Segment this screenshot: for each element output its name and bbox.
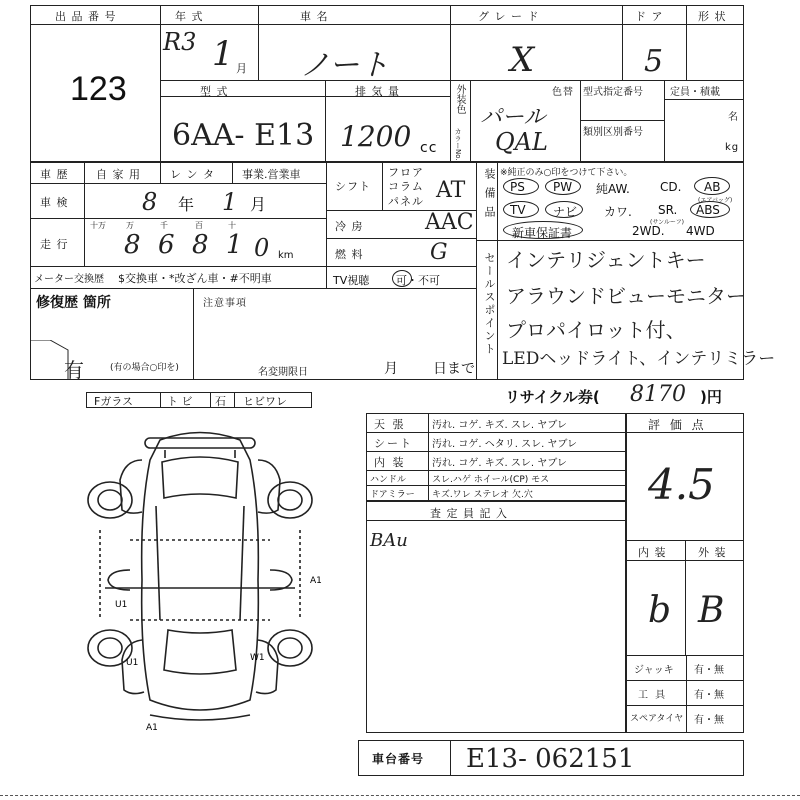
vin-value: E13- 062151 bbox=[466, 744, 635, 774]
score-value: 4.5 bbox=[648, 460, 715, 509]
meter-change-options: $交換車・*改ざん車・#不明車 bbox=[118, 272, 272, 285]
diagram-mark: A1 bbox=[310, 576, 322, 586]
remarks-label: 注意事項 bbox=[203, 298, 247, 309]
score-label: 評 価 点 bbox=[648, 418, 707, 432]
equipment-label: 装備品 bbox=[483, 168, 496, 225]
glass-item: ト ビ bbox=[167, 395, 193, 408]
shift-option-floor: フロア bbox=[388, 166, 424, 179]
doors-value: 5 bbox=[644, 44, 664, 79]
vin-label: 車台番号 bbox=[372, 752, 425, 766]
type-designation-label: 型式指定番号 bbox=[583, 87, 643, 98]
mileage-digit: 8 bbox=[192, 230, 209, 260]
divider bbox=[382, 162, 383, 210]
grade-label: グ レ ー ド bbox=[478, 10, 540, 23]
divider bbox=[686, 655, 687, 733]
condition-label: 内 装 bbox=[374, 456, 406, 469]
shift-label: シフト bbox=[335, 180, 371, 193]
diagram-mark: U1 bbox=[126, 658, 139, 668]
condition-label: ハンドル bbox=[370, 475, 407, 485]
digit-label-100: 百 bbox=[195, 221, 203, 230]
mileage-digit: 0 bbox=[254, 234, 270, 262]
divider bbox=[428, 413, 429, 501]
repair-history-note: (有の場合○印を) bbox=[110, 363, 179, 373]
glass-item: Fガラス bbox=[94, 395, 133, 408]
equip-abs-circle bbox=[690, 201, 730, 218]
divider bbox=[30, 288, 476, 289]
divider bbox=[160, 392, 161, 408]
car-name-label: 車 名 bbox=[300, 10, 329, 23]
equip-ab-sub: (エアバッグ) bbox=[698, 197, 733, 204]
equip-navi: ナビ bbox=[553, 205, 578, 219]
divider bbox=[626, 655, 744, 656]
divider bbox=[664, 80, 665, 162]
inspector-note: BAu bbox=[370, 530, 408, 551]
month-unit: 月 bbox=[236, 62, 248, 75]
model-label: 型 式 bbox=[200, 85, 229, 98]
equipment-note: ※純正のみ○印をつけて下さい。 bbox=[500, 168, 633, 178]
sales-points-label: セールスポイント bbox=[483, 252, 496, 356]
equip-4wd: 4WD bbox=[686, 224, 715, 238]
inspection-label: 車 検 bbox=[40, 196, 69, 209]
lot-number: 123 bbox=[70, 70, 127, 108]
displacement-unit: cc bbox=[420, 140, 438, 156]
repair-corner-mark bbox=[30, 340, 90, 380]
bottom-rule bbox=[0, 795, 800, 796]
divider bbox=[685, 540, 686, 655]
divider bbox=[326, 238, 476, 239]
mileage-digit: 8 bbox=[124, 230, 141, 260]
diagram-mark: W1 bbox=[250, 653, 265, 663]
digit-label-10: 十 bbox=[228, 221, 236, 230]
equip-2wd: 2WD. bbox=[632, 224, 665, 238]
sales-point-line: LEDヘッドライト、インテリミラー bbox=[502, 349, 776, 369]
divider bbox=[626, 680, 744, 681]
mileage-digit: 6 bbox=[158, 230, 175, 260]
tool-value: 有・無 bbox=[694, 665, 724, 676]
glass-item: ヒビワレ bbox=[243, 395, 287, 408]
inspection-year-unit: 年 bbox=[178, 195, 196, 214]
capacity-label: 定員・積載 bbox=[670, 87, 720, 98]
divider bbox=[366, 470, 626, 471]
inspection-month-unit: 月 bbox=[250, 195, 268, 214]
equip-pw: PW bbox=[553, 180, 573, 194]
divider bbox=[497, 162, 498, 380]
km-unit: km bbox=[278, 250, 294, 261]
interior-grade-label: 内 装 bbox=[638, 546, 667, 559]
name-change-day-unit: 日まで bbox=[433, 361, 475, 377]
divider bbox=[84, 162, 85, 266]
recycle-unit: )円 bbox=[700, 388, 722, 406]
tool-label: ジャッキ bbox=[634, 665, 674, 676]
displacement-label: 排 気 量 bbox=[355, 85, 400, 98]
divider bbox=[160, 162, 161, 183]
person-unit: 名 bbox=[728, 112, 739, 123]
tool-value: 有・無 bbox=[694, 715, 724, 726]
equip-ab: AB bbox=[704, 180, 721, 194]
tool-label: 工 具 bbox=[638, 690, 668, 701]
glass-item: 石 bbox=[215, 395, 226, 408]
repair-history-label: 修復歴 箇所 bbox=[36, 295, 111, 311]
divider bbox=[232, 162, 233, 183]
shift-option-panel: パネル bbox=[388, 195, 424, 208]
condition-label: シート bbox=[374, 437, 413, 450]
divider bbox=[366, 485, 626, 486]
color-code-value: QAL bbox=[495, 128, 548, 156]
equip-tv-circle bbox=[503, 201, 539, 218]
divider bbox=[622, 5, 623, 80]
equip-abs: ABS bbox=[696, 203, 720, 217]
tv-label: TV視聴 bbox=[333, 274, 370, 287]
car-body-diagram bbox=[70, 420, 330, 740]
equip-sr-sub: (サンルーフ) bbox=[650, 219, 684, 226]
equip-ab-circle bbox=[694, 177, 730, 195]
divider bbox=[450, 740, 451, 776]
name-change-month-unit: 月 bbox=[384, 361, 399, 377]
divider bbox=[210, 392, 211, 408]
tool-value: 有・無 bbox=[694, 690, 724, 701]
inspector-label: 査 定 員 記 入 bbox=[430, 507, 508, 520]
equip-cd: CD. bbox=[660, 180, 682, 194]
condition-label: 天 張 bbox=[374, 418, 406, 431]
inspection-year: 8 bbox=[142, 188, 158, 216]
shift-option-column: コラム bbox=[388, 180, 424, 193]
equip-warranty: 新車保証書 bbox=[512, 226, 573, 240]
history-label: 車 歴 bbox=[40, 168, 69, 181]
exterior-grade-label: 外 装 bbox=[698, 546, 727, 559]
divider bbox=[30, 266, 476, 267]
name-change-label: 名変期限日 bbox=[258, 367, 308, 378]
divider bbox=[160, 5, 161, 162]
equip-ps: PS bbox=[510, 180, 525, 194]
sales-point-line: プロパイロット付、 bbox=[506, 318, 686, 342]
divider bbox=[580, 80, 581, 162]
condition-values: 汚れ. コゲ. ヘタリ. スレ. ヤブレ bbox=[432, 439, 578, 450]
divider bbox=[686, 5, 687, 80]
digit-label-1k: 千 bbox=[160, 221, 168, 230]
divider bbox=[366, 451, 626, 452]
color-value: パール bbox=[480, 105, 546, 130]
equip-pw-circle bbox=[545, 178, 581, 195]
displacement-value: 1200 bbox=[340, 120, 412, 153]
mileage-digit: 1 bbox=[226, 230, 243, 260]
divider bbox=[470, 80, 471, 162]
equip-leather: カワ. bbox=[604, 205, 632, 219]
divider bbox=[193, 288, 194, 380]
divider bbox=[30, 24, 160, 25]
divider bbox=[30, 183, 326, 184]
digit-label-10k: 万 bbox=[126, 221, 134, 230]
tv-options: 可・不可 bbox=[396, 274, 440, 287]
kg-unit: kg bbox=[725, 142, 740, 153]
condition-values: キズ.ワレ ステレオ 欠.穴 bbox=[432, 490, 533, 500]
tool-label: スペアタイヤ bbox=[630, 714, 684, 724]
body-shape-label: 形 状 bbox=[698, 10, 727, 23]
interior-grade-value: b bbox=[648, 590, 672, 631]
diagram-mark: A1 bbox=[146, 723, 158, 733]
divider bbox=[258, 5, 259, 80]
ac-label: 冷 房 bbox=[335, 220, 364, 233]
year-label: 年 式 bbox=[175, 10, 204, 23]
divider bbox=[626, 705, 744, 706]
equip-alloy: 純AW. bbox=[596, 182, 630, 196]
divider bbox=[234, 392, 235, 408]
divider bbox=[664, 99, 744, 100]
ac-value: AAC bbox=[425, 210, 474, 235]
equip-tv: TV bbox=[510, 203, 526, 217]
equip-ps-circle bbox=[503, 178, 539, 195]
divider bbox=[580, 120, 664, 121]
equip-warranty-circle bbox=[503, 221, 583, 239]
color-change-label: 色替 bbox=[552, 87, 574, 98]
divider bbox=[476, 162, 477, 380]
year-value: R3 bbox=[163, 28, 197, 56]
exterior-color-label: 外装色 bbox=[454, 84, 465, 114]
exterior-grade-value: B bbox=[698, 590, 725, 631]
condition-values: スレ.ハゲ ホイール(CP) モス bbox=[432, 475, 550, 485]
rental-label: レ ン タ bbox=[170, 168, 215, 181]
month-value: 1 bbox=[212, 34, 234, 74]
divider bbox=[160, 24, 744, 25]
private-use-label: 自 家 用 bbox=[96, 168, 141, 181]
divider bbox=[326, 162, 327, 288]
color-code-label: カラーNo. bbox=[454, 128, 462, 161]
condition-values: 汚れ. コゲ. キズ. スレ. ヤブレ bbox=[432, 420, 567, 431]
model-value: 6AA- E13 bbox=[172, 118, 315, 153]
divider bbox=[160, 80, 744, 81]
condition-label: ドアミラー bbox=[370, 490, 415, 500]
sales-point-line: インテリジェントキー bbox=[506, 248, 706, 272]
lot-number-label: 出 品 番 号 bbox=[55, 10, 117, 23]
repair-history-value: 有 bbox=[64, 358, 84, 382]
equip-sunroof: SR. bbox=[658, 203, 678, 217]
fuel-label: 燃 料 bbox=[335, 248, 364, 261]
inspection-month: 1 bbox=[222, 188, 238, 216]
divider bbox=[450, 5, 451, 80]
shift-value: AT bbox=[436, 178, 466, 203]
divider bbox=[30, 218, 326, 219]
divider bbox=[325, 80, 326, 162]
divider bbox=[366, 432, 626, 433]
doors-label: ド ア bbox=[635, 10, 664, 23]
mileage-label: 走 行 bbox=[40, 238, 69, 251]
business-use-label: 事業.営業車 bbox=[242, 168, 301, 181]
equip-navi-circle bbox=[545, 201, 583, 218]
recycle-label: リサイクル券( bbox=[505, 388, 600, 406]
tv-circle bbox=[392, 270, 412, 287]
recycle-value: 8170 bbox=[630, 382, 686, 407]
sales-point-line: アラウンドビューモニター bbox=[506, 284, 746, 308]
divider bbox=[450, 80, 451, 162]
grade-value: X bbox=[510, 40, 535, 80]
fuel-value: G bbox=[430, 240, 448, 265]
digit-label-100k: 十万 bbox=[90, 221, 106, 230]
category-label: 類別区別番号 bbox=[583, 127, 643, 138]
condition-values: 汚れ. コゲ. キズ. スレ. ヤブレ bbox=[432, 458, 567, 469]
car-name-value: ノート bbox=[300, 48, 390, 83]
meter-change-label: メーター交換歴 bbox=[34, 274, 104, 285]
diagram-mark: U1 bbox=[115, 600, 128, 610]
